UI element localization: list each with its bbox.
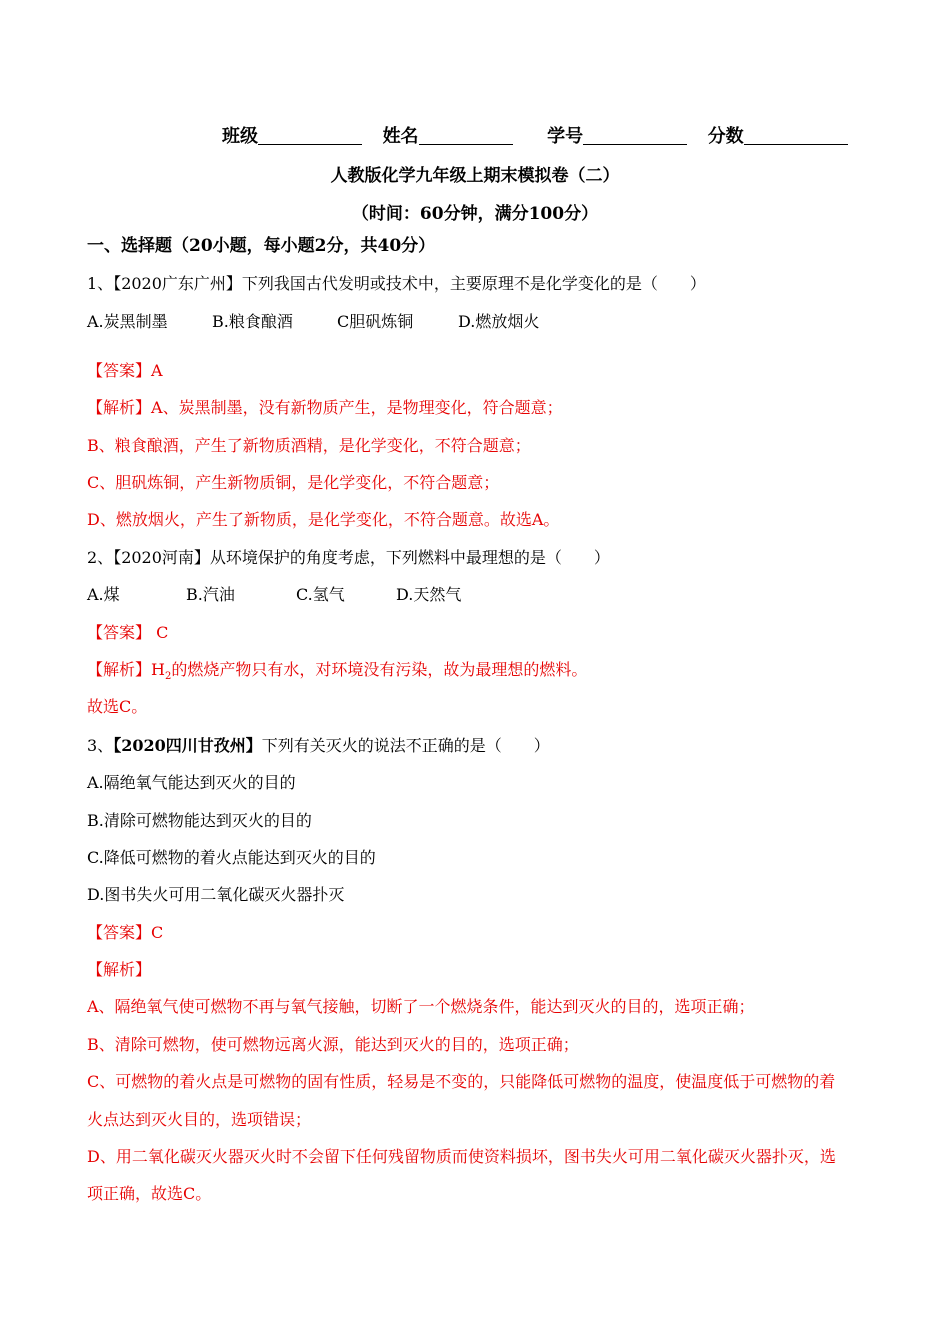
question-3-analysis-line: C、可燃物的着火点是可燃物的固有性质，轻易是不变的，只能降低可燃物的温度，使温度低于可燃物的着 — [87, 1072, 836, 1091]
option-d: D.天然气 — [396, 585, 462, 604]
question-3-analysis-line: 项正确，故选C。 — [87, 1184, 212, 1203]
question-3-analysis-line: D、用二氧化碳灭火器灭火时不会留下任何残留物质而使资料损坏，图书失火可用二氧化碳灭火器扑灭，选 — [87, 1147, 836, 1166]
option-a: A.煤 — [87, 585, 120, 604]
question-3-analysis-line: B、清除可燃物，使可燃物远离火源，能达到灭火的目的，选项正确； — [87, 1035, 579, 1054]
analysis-text: A、炭黑制墨，没有新物质产生，是物理变化，符合题意； — [151, 398, 563, 417]
analysis-label: 【解析】 — [87, 660, 152, 679]
score-blank[interactable] — [744, 124, 848, 145]
question-3-answer: 【答案】C — [87, 923, 164, 942]
answer-label: 【答案】 — [87, 623, 152, 642]
formula-h: H — [151, 660, 165, 679]
option-c: C.氢气 — [296, 585, 345, 604]
question-1-analysis-line: C、胆矾炼铜，产生新物质铜，是化学变化，不符合题意； — [87, 473, 500, 492]
analysis-label: 【解析】 — [87, 398, 152, 417]
name-blank[interactable] — [419, 124, 513, 145]
class-blank[interactable] — [258, 124, 362, 145]
question-number: 3、 — [87, 736, 114, 755]
option-d: D.图书失火可用二氧化碳灭火器扑灭 — [87, 885, 345, 904]
id-blank[interactable] — [583, 124, 687, 145]
name-label: 姓名 — [382, 126, 419, 147]
question-3-analysis-label: 【解析】 — [87, 960, 152, 979]
question-text: 从环境保护的角度考虑，下列燃料中最理想的是（ ） — [209, 548, 610, 567]
question-2-options — [87, 584, 461, 606]
option-a: A.隔绝氧气能达到灭火的目的 — [87, 773, 296, 792]
question-number: 1、 — [87, 274, 114, 293]
question-3-analysis-line: A、隔绝氧气使可燃物不再与氧气接触，切断了一个燃烧条件，能达到灭火的目的，选项正确； — [87, 997, 755, 1016]
question-number: 2、 — [87, 548, 114, 567]
question-1-options — [87, 311, 539, 333]
question-source: 【2020广东广州】 — [113, 274, 242, 293]
exam-title: 人教版化学九年级上期末模拟卷（二） — [330, 166, 620, 186]
section-heading: 一、选择题（20小题，每小题2分，共40分） — [87, 236, 436, 256]
question-1-stem — [87, 273, 706, 295]
class-label: 班级 — [222, 126, 258, 147]
score-label: 分数 — [707, 126, 744, 147]
question-2-answer — [87, 622, 168, 644]
question-2-analysis-line — [87, 659, 587, 688]
option-c: C.降低可燃物的着火点能达到灭火的目的 — [87, 848, 376, 867]
question-1-answer: 【答案】A — [87, 361, 163, 380]
answer-value: C — [156, 623, 169, 642]
id-label: 学号 — [547, 126, 584, 147]
question-2-stem — [87, 547, 610, 569]
analysis-text: 的燃烧产物只有水，对环境没有污染，故为最理想的燃料。 — [171, 660, 588, 679]
question-source: 【2020河南】 — [113, 548, 210, 567]
question-3-stem — [87, 735, 550, 757]
question-1-analysis-line: B、粮食酿酒，产生了新物质酒精，是化学变化，不符合题意； — [87, 436, 531, 455]
exam-subtitle: （时间：60分钟，满分100分） — [351, 204, 599, 224]
question-3-analysis-line: 火点达到灭火目的，选项错误； — [87, 1110, 312, 1129]
option-b: B.粮食酿酒 — [212, 312, 293, 331]
formula-subscript: 2 — [164, 671, 172, 683]
option-c: C胆矾炼铜 — [337, 312, 414, 331]
question-1-analysis-line: D、燃放烟火，产生了新物质，是化学变化，不符合题意。故选A。 — [87, 510, 560, 529]
option-d: D.燃放烟火 — [458, 312, 540, 331]
question-text: 下列有关灭火的说法不正确的是（ ） — [261, 736, 550, 755]
option-b: B.清除可燃物能达到灭火的目的 — [87, 811, 312, 830]
question-1-analysis-line — [87, 397, 563, 419]
student-info-line — [222, 122, 848, 148]
option-b: B.汽油 — [186, 585, 235, 604]
question-source: 【2020四川甘孜州】 — [113, 736, 262, 755]
question-text: 下列我国古代发明或技术中，主要原理不是化学变化的是（ ） — [241, 274, 706, 293]
option-a: A.炭黑制墨 — [87, 312, 168, 331]
question-2-conclusion: 故选C。 — [87, 697, 148, 716]
